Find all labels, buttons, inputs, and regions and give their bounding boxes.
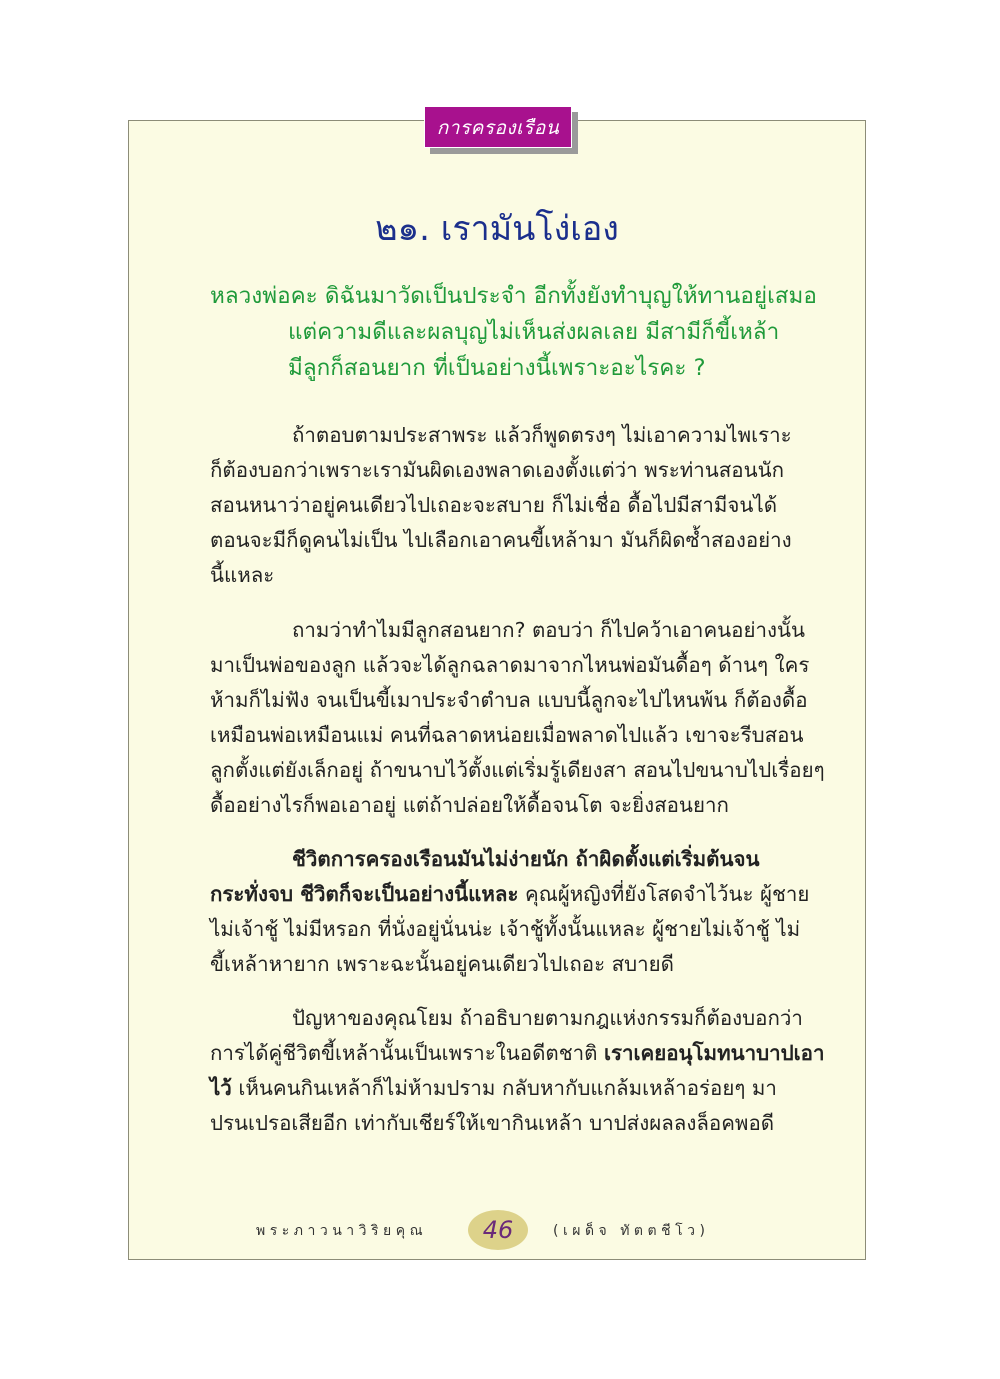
text-line	[210, 877, 810, 912]
chapter-title: ๒๑. เรามันโง่เอง	[375, 209, 619, 249]
text-line: ขี้เหล้าหายาก เพราะฉะนั้นอยู่คนเดียวไปเถอะ สบายดี	[210, 952, 674, 976]
text-line: มาเป็นพ่อของลูก แล้วจะได้ลูกฉลาดมาจากไหนพ่อมันดื้อๆ ด้านๆ ใคร	[210, 653, 810, 677]
footer-author: พระภาวนาวิริยคุณ	[256, 1223, 428, 1239]
text-line: ลูกตั้งแต่ยังเล็กอยู่ ถ้าขนาบไว้ตั้งแต่เริ่มรู้เดียงสา สอนไปขนาบไปเรื่อยๆ	[210, 758, 825, 782]
footer-author-name: (เผด็จ ทัตตชีโว)	[553, 1223, 710, 1239]
text-line: ตอนจะมีก็ดูคนไม่เป็น ไปเลือกเอาคนขี้เหล้ามา มันก็ผิดซ้ำสองอย่าง	[210, 528, 792, 552]
text-line: นี้แหละ	[210, 563, 275, 587]
text-line	[210, 1036, 825, 1071]
text-span: คุณผู้หญิงที่ยังโสดจำไว้นะ ผู้ชาย	[518, 882, 810, 906]
text-line: ปรนเปรอเสียอีก เท่ากับเชียร์ให้เขากินเหล้า บาปส่งผลลงล็อคพอดี	[210, 1111, 775, 1135]
question-block	[210, 278, 817, 386]
text-line: ห้ามก็ไม่ฟัง จนเป็นขี้เมาประจำตำบล แบบนี้ลูกจะไปไหนพ้น ก็ต้องดื้อ	[210, 688, 808, 712]
bold-text: กระทั่งจบ ชีวิตก็จะเป็นอย่างนี้แหละ	[210, 882, 519, 906]
bold-text: ชีวิตการครองเรือนมันไม่ง่ายนัก ถ้าผิดตั้งแต่เริ่มต้นจน	[292, 847, 760, 871]
text-line: เหมือนพ่อเหมือนแม่ คนที่ฉลาดหน่อยเมื่อพลาดไปแล้ว เขาจะรีบสอน	[210, 723, 804, 747]
paragraph-4	[210, 1001, 825, 1141]
text-line: ปัญหาของคุณโยม ถ้าอธิบายตามกฎแห่งกรรมก็ต้องบอกว่า	[292, 1006, 803, 1030]
text-line: สอนหนาว่าอยู่คนเดียวไปเถอะจะสบาย ก็ไม่เชื่อ ดื้อไปมีสามีจนได้	[210, 493, 778, 517]
paragraph-3	[210, 842, 810, 982]
page-number: 46	[468, 1210, 528, 1250]
bold-text: ไว้	[210, 1076, 232, 1100]
paragraph-1	[210, 418, 795, 593]
text-line	[210, 1071, 795, 1106]
section-tab: การครองเรือน	[424, 106, 572, 148]
text-line: ก็ต้องบอกว่าเพราะเรามันผิดเองพลาดเองตั้งแต่ว่า พระท่านสอนนัก	[210, 458, 785, 482]
text-line: ถ้าตอบตามประสาพระ แล้วก็พูดตรงๆ ไม่เอาความไพเราะ	[292, 423, 792, 447]
question-line: หลวงพ่อคะ ดิฉันมาวัดเป็นประจำ อีกทั้งยังทำบุญให้ทานอยู่เสมอ	[210, 283, 817, 309]
text-span: เห็นคนกินเหล้าก็ไม่ห้ามปราม กลับหากับแกล้มเหล้าอร่อยๆ มา	[231, 1076, 777, 1100]
paragraph-2	[210, 613, 825, 823]
text-line: ถามว่าทำไมมีลูกสอนยาก? ตอบว่า ก็ไปคว้าเอาคนอย่างนั้น	[292, 618, 806, 642]
text-span: การได้คู่ชีวิตขี้เหล้านั้นเป็นเพราะในอดีตชาติ	[210, 1041, 604, 1065]
bold-text: เราเคยอนุโมทนาบาปเอา	[603, 1041, 825, 1065]
text-line: ดื้ออย่างไรก็พอเอาอยู่ แต่ถ้าปล่อยให้ดื้อจนโต จะยิ่งสอนยาก	[210, 793, 729, 817]
text-line	[210, 842, 795, 877]
question-line: แต่ความดีและผลบุญไม่เห็นส่งผลเลย มีสามีก็ขี้เหล้า	[288, 319, 780, 345]
question-line: มีลูกก็สอนยาก ที่เป็นอย่างนี้เพราะอะไรคะ ?	[288, 355, 706, 381]
text-line: ไม่เจ้าชู้ ไม่มีหรอก ที่นั่งอยู่นั่นน่ะ เจ้าชู้ทั้งนั้นแหละ ผู้ชายไม่เจ้าชู้ ไม่	[210, 917, 801, 941]
page-footer	[128, 1210, 866, 1254]
